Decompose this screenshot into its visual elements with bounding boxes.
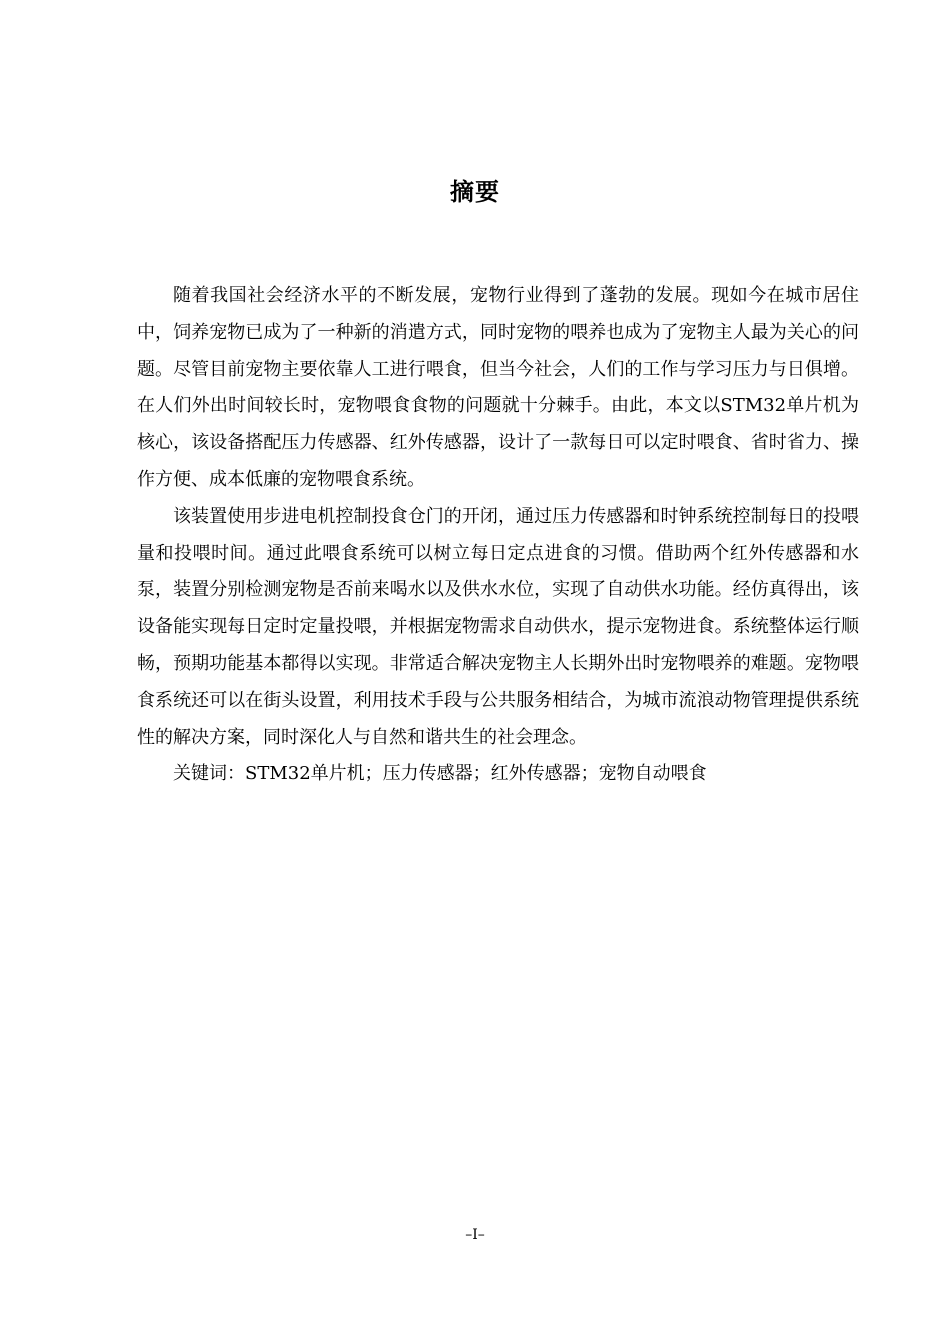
abstract-paragraph-1: 随着我国社会经济水平的不断发展，宠物行业得到了蓬勃的发展。现如今在城市居住中，饲养宠物已成为了一种新的消遣方式，同时宠物的喂养也成为了宠物主人最为关心的问题。尽管目前宠物主要依靠人工进行喂食，但当今社会，人们的工作与学习压力与日俱增。在人们外出时间较长时，宠物喂食食物的问题就十分棘手。由此，本文以STM32单片机为核心，该设备搭配压力传感器、红外传感器，设计了一款每日可以定时喂食、省时省力、操作方便、成本低廉的宠物喂食系统。 <box>137 285 859 490</box>
abstract-body <box>137 278 859 793</box>
abstract-paragraph-2: 该装置使用步进电机控制投食仓门的开闭，通过压力传感器和时钟系统控制每日的投喂量和投喂时间。通过此喂食系统可以树立每日定点进食的习惯。借助两个红外传感器和水泵，装置分别检测宠物是否前来喝水以及供水水位，实现了自动供水功能。经仿真得出，该设备能实现每日定时定量投喂，并根据宠物需求自动供水，提示宠物进食。系统整体运行顺畅，预期功能基本都得以实现。非常适合解决宠物主人长期外出时宠物喂养的难题。宠物喂食系统还可以在街头设置，利用技术手段与公共服务相结合，为城市流浪动物管理提供系统性的解决方案，同时深化人与自然和谐共生的社会理念。 <box>137 505 859 748</box>
keywords-line <box>137 756 859 793</box>
page-number: –I– <box>465 1227 485 1243</box>
keywords-text: STM32单片机；压力传感器；红外传感器；宠物自动喂食 <box>245 763 707 785</box>
abstract-title: 摘要 <box>450 178 500 206</box>
keywords-label: 关键词： <box>173 763 245 785</box>
